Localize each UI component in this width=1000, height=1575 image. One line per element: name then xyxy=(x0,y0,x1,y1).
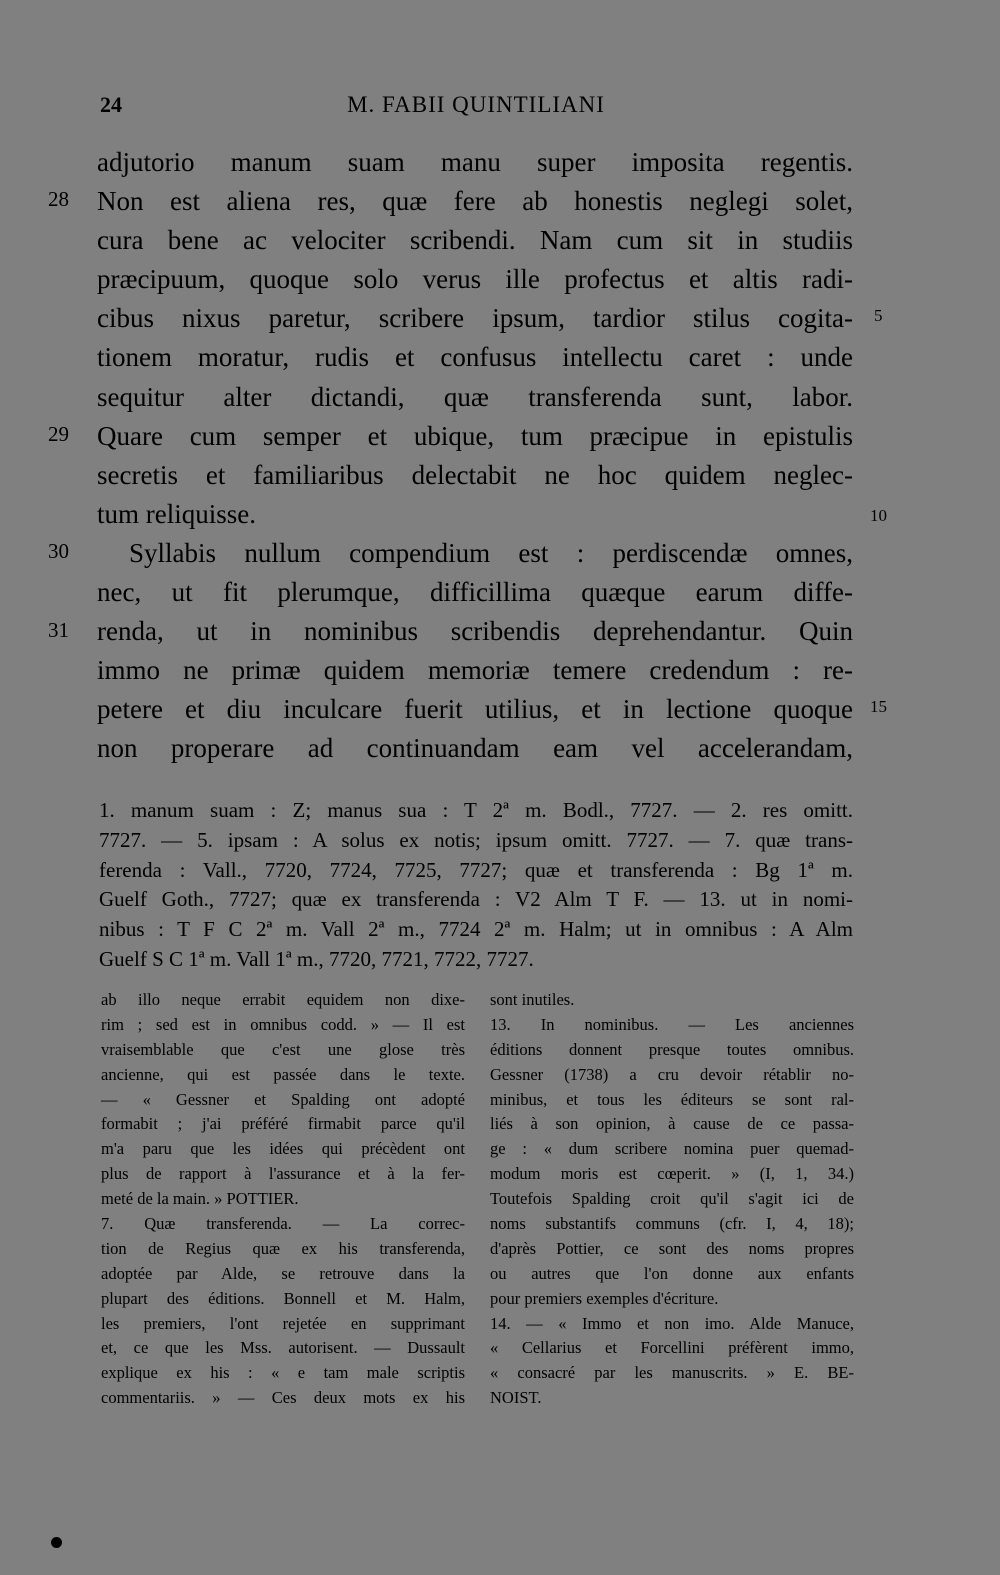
commentary-line: vraisemblable que c'est une glose très xyxy=(101,1039,465,1059)
apparatus-line: nibus : T F C 2ª m. Vall 2ª m., 7724 2ª m. Halm; ut in omnibus : A Alm xyxy=(99,917,853,942)
page-header xyxy=(100,92,852,126)
section-number: 30 xyxy=(48,539,69,563)
main-line: cibus nixus paretur, scribere ipsum, tardior stilus cogita- xyxy=(97,303,853,334)
commentary-line: 7. Quæ transferenda. — La correc- xyxy=(101,1214,465,1234)
line-number: 10 xyxy=(870,506,887,525)
bullet-mark xyxy=(51,1537,62,1548)
commentary-line: m'a paru que les idées qui précèdent ont xyxy=(101,1139,465,1159)
commentary-line: minibus, et tous les éditeurs se sont ral- xyxy=(490,1089,854,1109)
main-line: sequitur alter dictandi, quæ transferenda sunt, labor. xyxy=(97,381,853,412)
apparatus-line: Guelf Goth., 7727; quæ ex transferenda : V2 Alm T F. — 13. ut in nomi- xyxy=(99,887,853,912)
commentary-line: ab illo neque errabit equidem non dixe- xyxy=(101,990,465,1009)
commentary-line: liés à son opinion, à cause de ce passa- xyxy=(490,1114,854,1134)
commentary-line: plus de rapport à l'assurance et à la fer- xyxy=(101,1164,465,1184)
main-line: adjutorio manum suam manu super imposita regentis. xyxy=(97,147,853,177)
line-number: 5 xyxy=(874,306,883,325)
commentary-line: formabit ; j'ai préféré firmabit parce qu'il xyxy=(101,1114,465,1134)
commentary-line: tion de Regius quæ ex his transferenda, xyxy=(101,1238,465,1258)
commentary-line: noms substantifs communs (cfr. I, 4, 18); xyxy=(490,1214,854,1234)
commentary-line: « consacré par les manuscrits. » E. BE- xyxy=(490,1363,854,1383)
commentary-line: modum moris est cœperit. » (I, 1, 34.) xyxy=(490,1164,854,1184)
commentary-line: NOIST. xyxy=(490,1388,542,1408)
main-line: non properare ad continuandam eam vel accelerandam, xyxy=(97,733,853,764)
main-line: præcipuum, quoque solo verus ille profectus et altis radi- xyxy=(97,264,853,295)
commentary-line: rim ; sed est in omnibus codd. » — Il est xyxy=(101,1014,465,1034)
section-number: 29 xyxy=(48,422,69,446)
commentary-line: pour premiers exemples d'écriture. xyxy=(490,1288,719,1308)
main-line: immo ne primæ quidem memoriæ temere credendum : re- xyxy=(97,655,853,686)
commentary-line: meté de la main. » POTTIER. xyxy=(101,1189,299,1209)
critical-apparatus xyxy=(99,796,853,975)
commentary-line: adoptée par Alde, se retrouve dans la xyxy=(101,1263,465,1283)
apparatus-line: 7727. — 5. ipsam : A solus ex notis; ipsum omitt. 7727. — 7. quæ trans- xyxy=(99,827,853,852)
commentary-line: plupart des éditions. Bonnell et M. Halm, xyxy=(101,1288,465,1308)
commentary-line: 14. — « Immo et non imo. Alde Manuce, xyxy=(490,1313,854,1333)
main-line: secretis et familiaribus delectabit ne hoc quidem neglec- xyxy=(97,459,853,490)
commentary-line: les premiers, l'ont rejetée en supprimant xyxy=(101,1313,465,1333)
commentary-line: Toutefois Spalding croit qu'il s'agit ici de xyxy=(490,1189,854,1209)
main-line: tum reliquisse. xyxy=(97,498,256,529)
commentary-line: — « Gessner et Spalding ont adopté xyxy=(101,1089,465,1109)
commentary-line: sont inutiles. xyxy=(490,990,575,1009)
section-number: 31 xyxy=(48,618,69,642)
main-line: renda, ut in nominibus scribendis deprehendantur. Quin xyxy=(97,616,853,647)
running-title: M. FABII QUINTILIANI xyxy=(347,92,605,117)
main-line: tionem moratur, rudis et confusus intellectu caret : unde xyxy=(97,342,853,373)
main-line: petere et diu inculcare fuerit utilius, et in lectione quoque xyxy=(97,694,853,725)
commentary-column-right xyxy=(490,988,854,1411)
apparatus-line: Guelf S C 1ª m. Vall 1ª m., 7720, 7721, 7722, 7727. xyxy=(99,946,534,971)
commentary-line: et, ce que les Mss. autorisent. — Dussault xyxy=(101,1338,465,1358)
commentary-line: Gessner (1738) a cru devoir rétablir no- xyxy=(490,1064,854,1084)
commentary-line: explique ex his : « e tam male scriptis xyxy=(101,1363,465,1383)
main-line: Quare cum semper et ubique, tum præcipue in epistulis xyxy=(97,420,853,451)
page-number: 24 xyxy=(100,92,122,117)
section-number: 28 xyxy=(48,187,69,211)
commentary-line: « Cellarius et Forcellini préfèrent immo, xyxy=(490,1338,854,1358)
main-line: cura bene ac velociter scribendi. Nam cum sit in studiis xyxy=(97,225,853,256)
main-line: Syllabis nullum compendium est : perdiscendæ omnes, xyxy=(129,537,853,568)
commentary-line: ancienne, qui est passée dans le texte. xyxy=(101,1064,465,1084)
main-line: Non est aliena res, quæ fere ab honestis neglegi solet, xyxy=(97,186,853,217)
commentary-line: ge : « dum scribere nomina puer quemad- xyxy=(490,1139,854,1159)
apparatus-line: ferenda : Vall., 7720, 7724, 7725, 7727; quæ et transferenda : Bg 1ª m. xyxy=(99,857,853,882)
commentary-line: d'après Pottier, ce sont des noms propres xyxy=(490,1238,854,1258)
line-number: 15 xyxy=(870,697,887,716)
commentary-line: 13. In nominibus. — Les anciennes xyxy=(490,1014,854,1034)
commentary-line: ou autres que l'on donne aux enfants xyxy=(490,1263,854,1283)
main-line: nec, ut fit plerumque, difficillima quæque earum diffe- xyxy=(97,577,853,608)
apparatus-line: 1. manum suam : Z; manus sua : T 2ª m. Bodl., 7727. — 2. res omitt. xyxy=(99,798,853,822)
main-text xyxy=(97,143,853,769)
commentary-column-left xyxy=(101,988,465,1411)
commentary-line: commentariis. » — Ces deux mots ex his xyxy=(101,1388,465,1408)
commentary-line: éditions donnent presque toutes omnibus. xyxy=(490,1039,854,1059)
